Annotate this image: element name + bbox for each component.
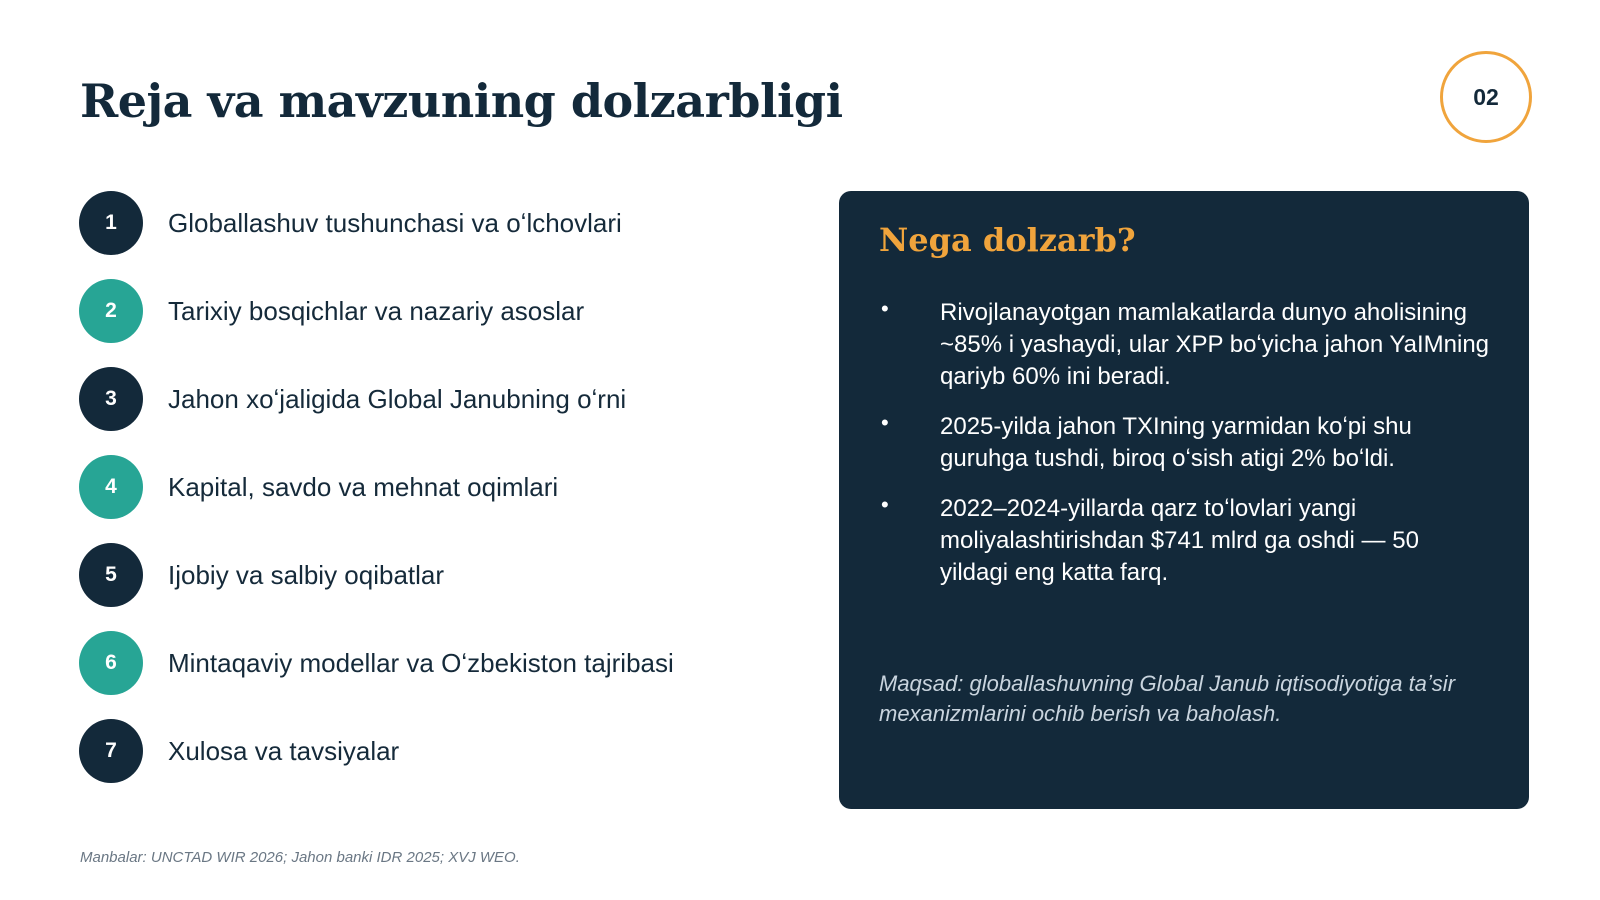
agenda-item bbox=[79, 367, 674, 431]
bullet-text: Rivojlanayotgan mamlakatlarda dunyo aholisining ~85% i yashaydi, ular XPP boʻyicha jahon YaIMning qariyb 60% ini beradi. bbox=[940, 299, 1490, 390]
agenda-item bbox=[79, 631, 674, 695]
bullet-text: 2022–2024-yillarda qarz toʻlovlari yangi moliyalashtirishdan $741 mlrd ga oshdi — 50 yildagi eng katta farq. bbox=[940, 495, 1419, 586]
agenda-number-badge: 1 bbox=[79, 191, 143, 255]
page-number: 02 bbox=[1473, 83, 1499, 110]
agenda-item bbox=[79, 191, 674, 255]
bullet-item bbox=[879, 411, 1489, 475]
page-number-badge bbox=[1440, 51, 1532, 143]
bullet-dot-icon: • bbox=[881, 296, 889, 321]
bullet-dot-icon: • bbox=[881, 492, 889, 517]
bullet-text: 2025-yilda jahon TXIning yarmidan koʻpi shu guruhga tushdi, biroq oʻsish atigi 2% boʻldi. bbox=[940, 413, 1412, 472]
agenda-item-text: Jahon xoʻjaligida Global Janubning oʻrni bbox=[168, 383, 627, 414]
agenda-number-badge: 5 bbox=[79, 543, 143, 607]
sources-note: Manbalar: UNCTAD WIR 2026; Jahon banki IDR 2025; XVJ WEO. bbox=[80, 849, 520, 866]
agenda-item bbox=[79, 719, 674, 783]
bullet-dot-icon: • bbox=[881, 410, 889, 435]
goal-statement: Maqsad: globallashuvning Global Janub iqtisodiyotiga taʼsir mexanizmlarini ochib berish va baholash. bbox=[879, 671, 1456, 726]
agenda-item bbox=[79, 455, 674, 519]
relevance-panel bbox=[839, 191, 1529, 809]
agenda-item bbox=[79, 543, 674, 607]
relevance-bullets bbox=[879, 297, 1489, 607]
agenda-item-text: Tarixiy bosqichlar va nazariy asoslar bbox=[168, 295, 585, 326]
agenda-number-badge: 7 bbox=[79, 719, 143, 783]
panel-title: Nega dolzarb? bbox=[879, 221, 1136, 259]
agenda-list bbox=[79, 191, 674, 807]
agenda-number-badge: 2 bbox=[79, 279, 143, 343]
agenda-number-badge: 4 bbox=[79, 455, 143, 519]
agenda-item-text: Kapital, savdo va mehnat oqimlari bbox=[168, 471, 559, 502]
agenda-item-text: Xulosa va tavsiyalar bbox=[168, 735, 400, 766]
agenda-item-text: Mintaqaviy modellar va Oʻzbekiston tajribasi bbox=[168, 647, 674, 678]
agenda-number-badge: 3 bbox=[79, 367, 143, 431]
agenda-number-badge: 6 bbox=[79, 631, 143, 695]
agenda-item-text: Globallashuv tushunchasi va oʻlchovlari bbox=[168, 207, 622, 238]
bullet-item bbox=[879, 493, 1489, 589]
agenda-item-text: Ijobiy va salbiy oqibatlar bbox=[168, 559, 445, 590]
agenda-item bbox=[79, 279, 674, 343]
bullet-item bbox=[879, 297, 1489, 393]
slide-title: Reja va mavzuning dolzarbligi bbox=[80, 74, 843, 128]
